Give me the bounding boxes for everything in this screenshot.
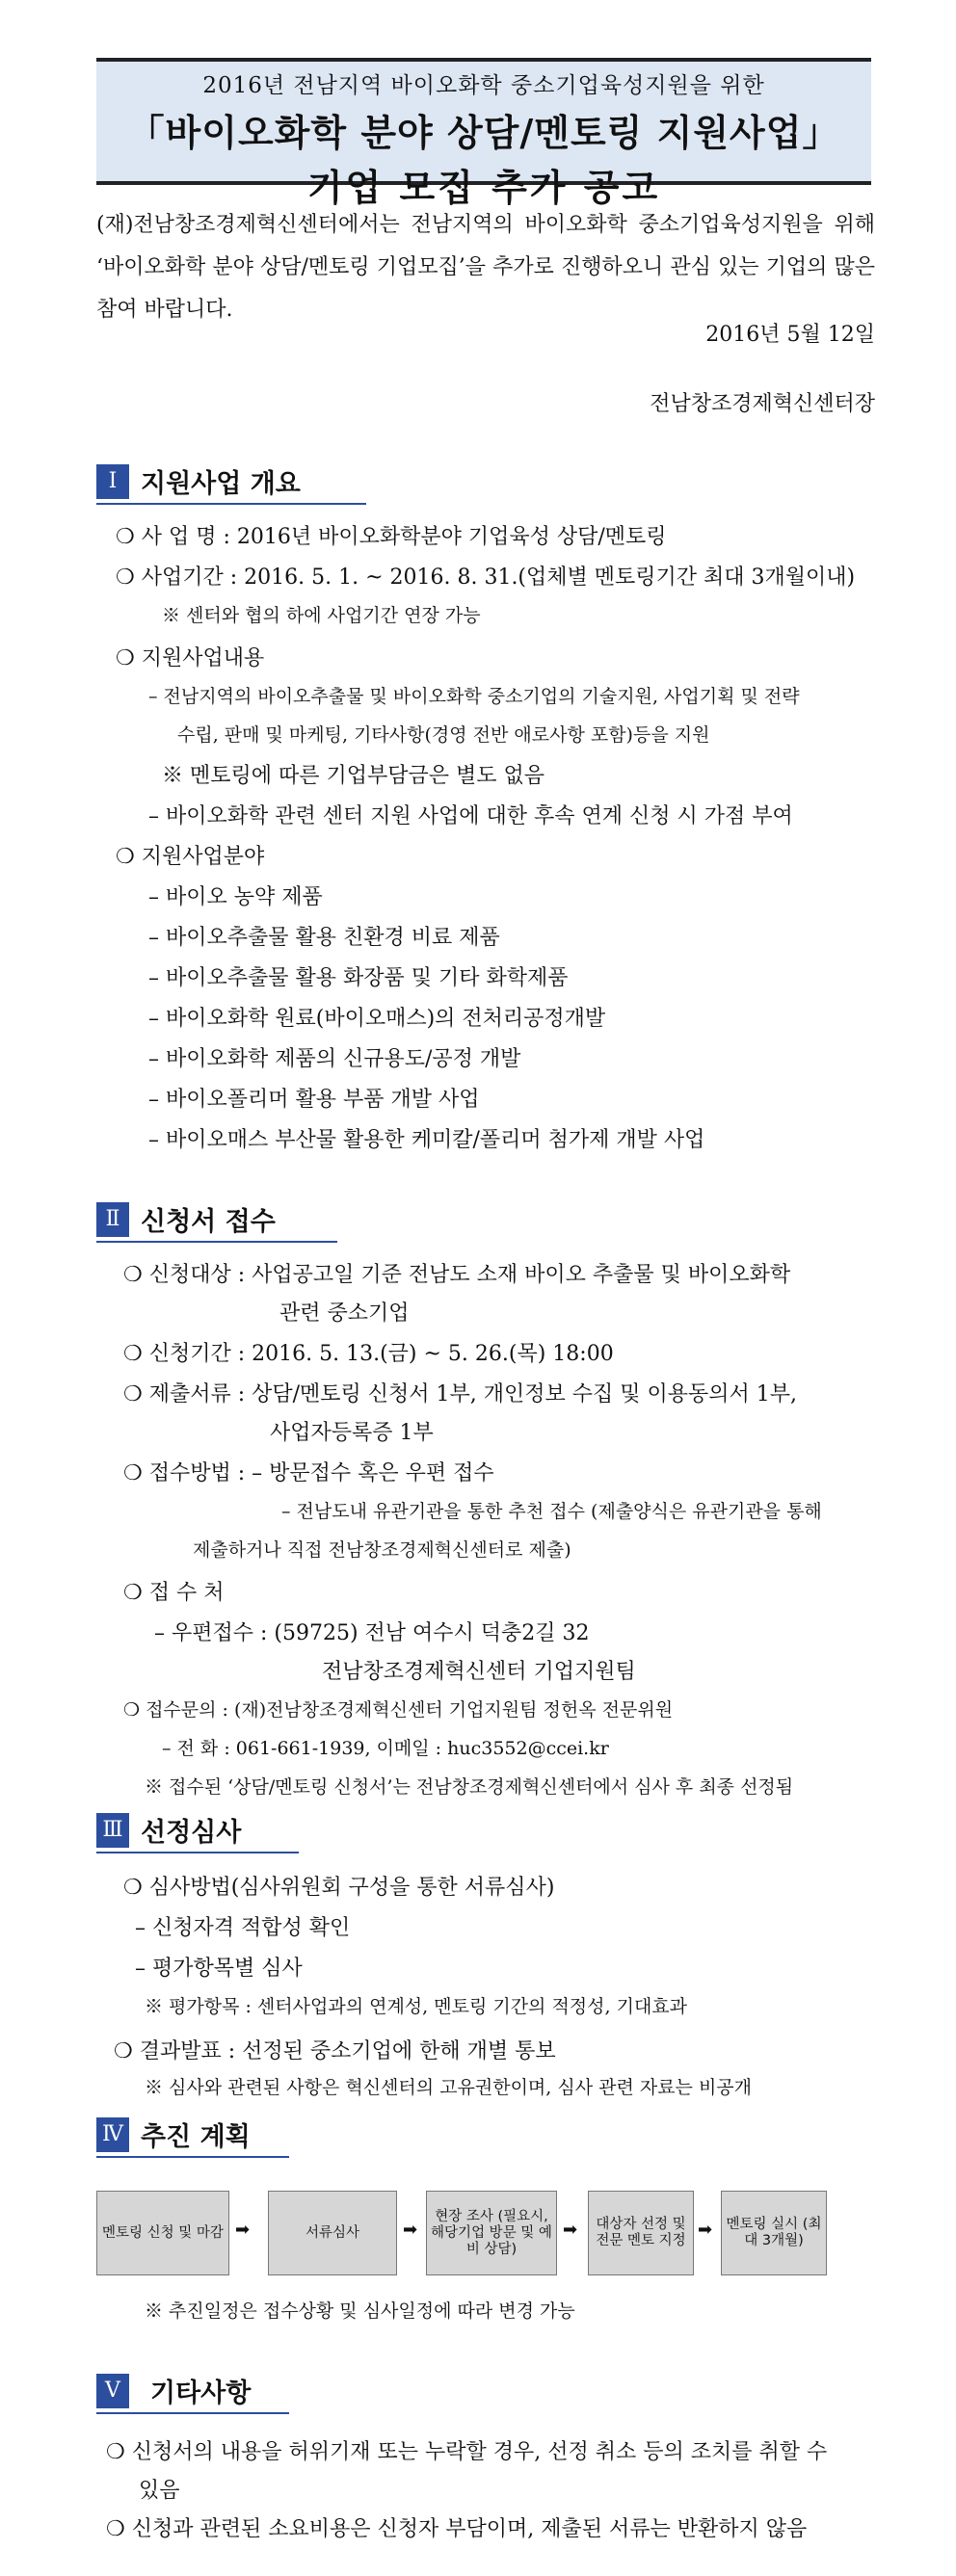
- section-number: Ⅱ: [96, 1202, 129, 1237]
- list-item: – 바이오매스 부산물 활용한 케미칼/폴리머 첨가제 개발 사업: [148, 1128, 705, 1152]
- intro-paragraph: (재)전남창조경제혁신센터에서는 전남지역의 바이오화학 중소기업육성지원을 위해 ‘바이오화학 분야 상담/멘토링 기업모집’을 추가로 진행하오니 관심 있는 기업의 많은 참여 바랍니다.: [96, 213, 875, 322]
- section-title: 추진 계획: [141, 2122, 251, 2152]
- text-line: ❍ 제출서류 : 상담/멘토링 신청서 1부, 개인정보 수집 및 이용동의서 1부,: [123, 1382, 798, 1406]
- text-line: 수립, 판매 및 마케팅, 기타사항(경영 전반 애로사항 포함)등을 지원: [177, 724, 710, 746]
- flow-step-1: 멘토링 신청 및 마감: [96, 2191, 229, 2275]
- section-number: Ⅲ: [96, 1813, 129, 1848]
- section-number: Ⅴ: [96, 2374, 129, 2408]
- text-line: ❍ 지원사업분야: [116, 845, 265, 869]
- text-line: – 전남도내 유관기관을 통한 추천 접수 (제출양식은 유관기관을 통해: [281, 1501, 822, 1522]
- section-title: 선정심사: [141, 1818, 242, 1848]
- announcement-date: 2016년 5월 12일: [705, 323, 875, 347]
- flow-step-2: 서류심사: [268, 2191, 397, 2275]
- section-underline: [96, 1241, 337, 1243]
- header-subtitle: 2016년 전남지역 바이오화학 중소기업육성지원을 위한: [202, 73, 765, 98]
- section-underline: [96, 503, 366, 505]
- section-underline: [96, 1852, 299, 1853]
- text-line: 있음: [139, 2479, 180, 2503]
- text-line: ※ 센터와 협의 하에 사업기간 연장 가능: [162, 605, 481, 626]
- text-line: ❍ 사업기간 : 2016. 5. 1. ~ 2016. 8. 31.(업체별 멘토링기간 최대 3개월이내): [116, 565, 856, 590]
- text-line: 관련 중소기업: [279, 1301, 410, 1326]
- text-line: ❍ 접 수 처: [123, 1581, 225, 1605]
- text-line: 사업자등록증 1부: [270, 1421, 434, 1445]
- text-line: ※ 멘토링에 따른 기업부담금은 별도 없음: [162, 764, 544, 788]
- text-line: – 신청자격 적합성 확인: [135, 1916, 351, 1940]
- text-line: ❍ 사 업 명 : 2016년 바이오화학분야 기업육성 상담/멘토링: [116, 525, 667, 549]
- text-line: ※ 추진일정은 접수상황 및 심사일정에 따라 변경 가능: [145, 2300, 575, 2322]
- header-title: 「바이오화학 분야 상담/멘토링 지원사업」: [127, 112, 840, 154]
- text-line: ❍ 신청기간 : 2016. 5. 13.(금) ~ 5. 26.(목) 18:00: [123, 1342, 614, 1366]
- title-box: [96, 58, 871, 209]
- section-underline: [96, 2156, 289, 2158]
- section-2-heading: [96, 1200, 337, 1243]
- text-line: ❍ 심사방법(심사위원회 구성을 통한 서류심사): [123, 1876, 555, 1900]
- list-item: – 바이오폴리머 활용 부품 개발 사업: [148, 1088, 480, 1112]
- text-line: ※ 접수된 ‘상담/멘토링 신청서’는 전남창조경제혁신센터에서 심사 후 최종 선정됨: [145, 1776, 794, 1798]
- list-item: – 바이오추출물 활용 친환경 비료 제품: [148, 926, 500, 950]
- text-line: ❍ 신청서의 내용을 허위기재 또는 누락할 경우, 선정 취소 등의 조치를 취할 수: [106, 2440, 828, 2464]
- text-line: ※ 심사와 관련된 사항은 혁신센터의 고유권한이며, 심사 관련 자료는 비공개: [145, 2077, 753, 2098]
- section-3-heading: [96, 1811, 299, 1853]
- text-line: ❍ 신청과 관련된 소요비용은 신청자 부담이며, 제출된 서류는 반환하지 않음: [106, 2517, 808, 2541]
- arrow-right-icon: ➡: [563, 2220, 578, 2240]
- issuer-name: 전남창조경제혁신센터장: [650, 392, 875, 416]
- text-line: 전남창조경제혁신센터 기업지원팀: [322, 1660, 636, 1684]
- text-line: – 평가항목별 심사: [135, 1957, 303, 1981]
- text-line: – 전남지역의 바이오추출물 및 바이오화학 중소기업의 기술지원, 사업기획 및 전략: [148, 686, 800, 707]
- list-item: – 바이오화학 원료(바이오매스)의 전처리공정개발: [148, 1007, 606, 1031]
- section-title: 지원사업 개요: [141, 469, 301, 499]
- text-line: ※ 평가항목 : 센터사업과의 연계성, 멘토링 기간의 적정성, 기대효과: [145, 1996, 688, 2017]
- text-line: ❍ 지원사업내용: [116, 646, 265, 670]
- text-line: ❍ 접수문의 : (재)전남창조경제혁신센터 기업지원팀 정헌옥 전문위원: [123, 1699, 674, 1721]
- text-line: 제출하거나 직접 전남창조경제혁신센터로 제출): [193, 1539, 571, 1561]
- section-underline: [96, 2412, 289, 2414]
- section-number: Ⅰ: [96, 464, 129, 499]
- text-line: – 우편접수 : (59725) 전남 여수시 덕충2길 32: [154, 1621, 590, 1645]
- flow-step-3: 현장 조사 (필요시, 해당기업 방문 및 예비 상담): [426, 2191, 557, 2275]
- arrow-right-icon: ➡: [235, 2220, 251, 2240]
- text-line: – 전 화 : 061-661-1939, 이메일 : huc3552@ccei.kr: [162, 1738, 609, 1759]
- list-item: – 바이오추출물 활용 화장품 및 기타 화학제품: [148, 966, 569, 990]
- list-item: – 바이오화학 제품의 신규용도/공정 개발: [148, 1047, 521, 1071]
- flow-step-5: 멘토링 실시 (최대 3개월): [721, 2191, 827, 2275]
- text-line: ❍ 접수방법 : – 방문접수 혹은 우편 접수: [123, 1461, 494, 1485]
- text-line: ❍ 결과발표 : 선정된 중소기업에 한해 개별 통보: [114, 2039, 556, 2063]
- arrow-right-icon: ➡: [698, 2220, 713, 2240]
- header-title-line2: 기업 모집 추가 공고: [306, 167, 661, 209]
- section-5-heading: [96, 2372, 289, 2414]
- text-line: – 바이오화학 관련 센터 지원 사업에 대한 후속 연계 신청 시 가점 부여: [148, 804, 793, 828]
- flow-step-4: 대상자 선정 및 전문 멘토 지정: [588, 2191, 694, 2275]
- section-title: 신청서 접수: [141, 1207, 276, 1237]
- section-title: 기타사항: [150, 2379, 252, 2408]
- section-1-heading: [96, 462, 366, 505]
- list-item: – 바이오 농약 제품: [148, 885, 323, 909]
- section-number: Ⅳ: [96, 2117, 129, 2152]
- section-4-heading: [96, 2116, 289, 2158]
- arrow-right-icon: ➡: [403, 2220, 418, 2240]
- text-line: ❍ 신청대상 : 사업공고일 기준 전남도 소재 바이오 추출물 및 바이오화학: [123, 1263, 791, 1287]
